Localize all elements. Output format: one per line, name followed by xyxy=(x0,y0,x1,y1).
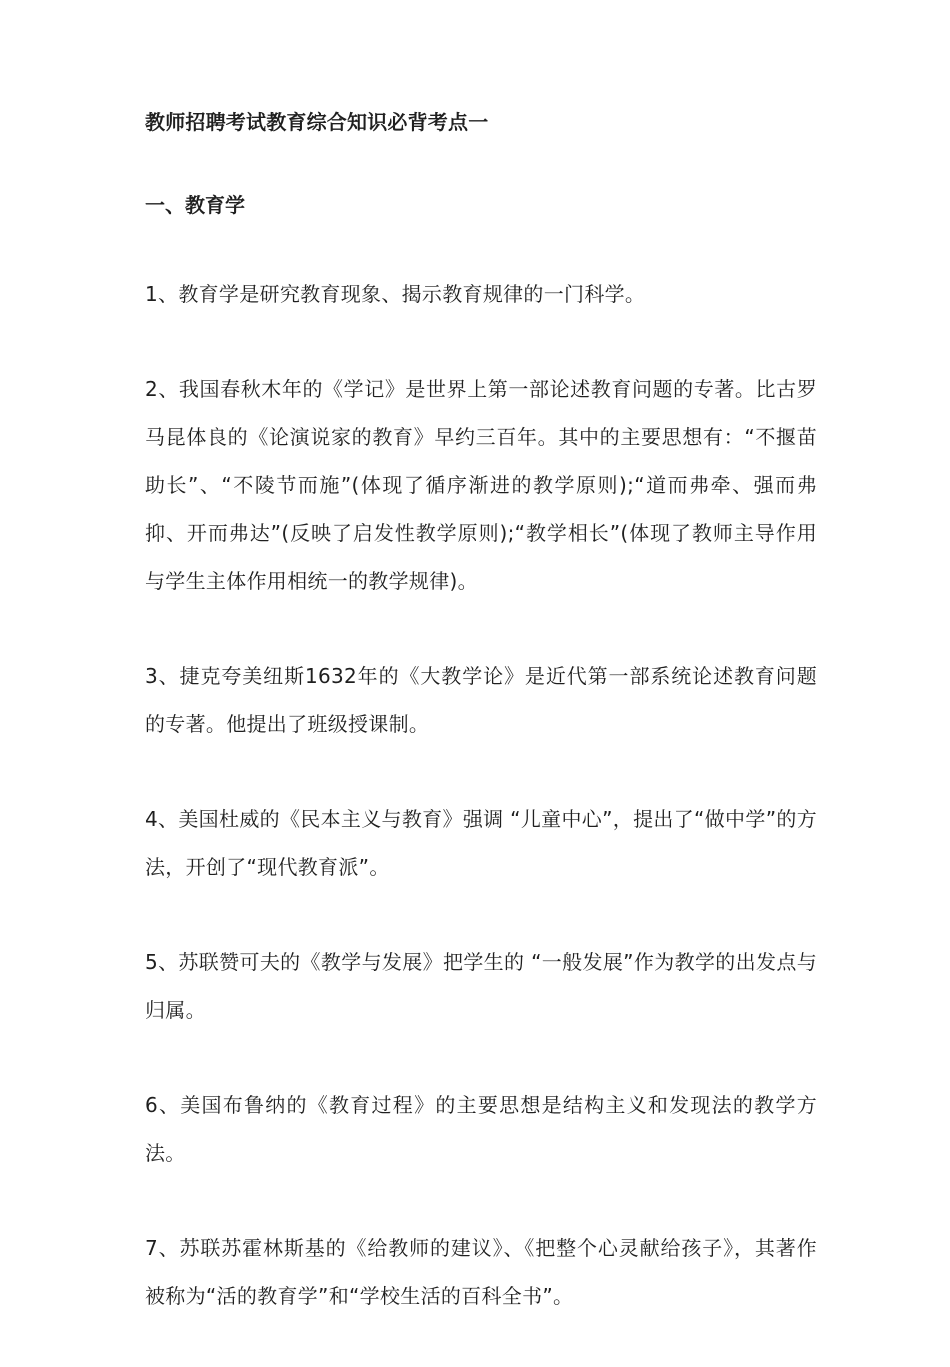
paragraph-7: 7、苏联苏霍林斯基的《给教师的建议》、《把整个心灵献给孩子》，其著作被称为“活的教育学”和“学校生活的百科全书”。 xyxy=(145,1236,817,1308)
section-heading: 一、教育学 xyxy=(145,193,245,217)
paragraph-6: 6、美国布鲁纳的《教育过程》的主要思想是结构主义和发现法的教学方法。 xyxy=(145,1093,817,1165)
paragraph-5: 5、苏联赞可夫的《教学与发展》把学生的 “一般发展”作为教学的出发点与归属。 xyxy=(145,950,817,1022)
document-title: 教师招聘考试教育综合知识必背考点一 xyxy=(145,110,489,134)
paragraph-2: 2、我国春秋木年的《学记》是世界上第一部论述教育问题的专著。比古罗马昆体良的《论演说家的教育》早约三百年。其中的主要思想有：“不揠苗助长”、“不陵节而施”(体现了循序渐进的教学原则);“道而弗牵、强而弗抑、开而弗达”(反映了启发性教学原则);“教学相长”(体现了教师主导作用与学生主体作用相统一的教学规律)。 xyxy=(145,377,817,593)
paragraph-1: 1、教育学是研究教育现象、揭示教育规律的一门科学。 xyxy=(145,282,646,306)
paragraph-4: 4、美国杜威的《民本主义与教育》强调 “儿童中心”，提出了“做中学”的方法，开创了“现代教育派”。 xyxy=(145,807,817,879)
document-body xyxy=(145,104,817,1367)
paragraph-3: 3、捷克夸美纽斯1632年的《大教学论》是近代第一部系统论述教育问题的专著。他提出了班级授课制。 xyxy=(145,664,817,736)
